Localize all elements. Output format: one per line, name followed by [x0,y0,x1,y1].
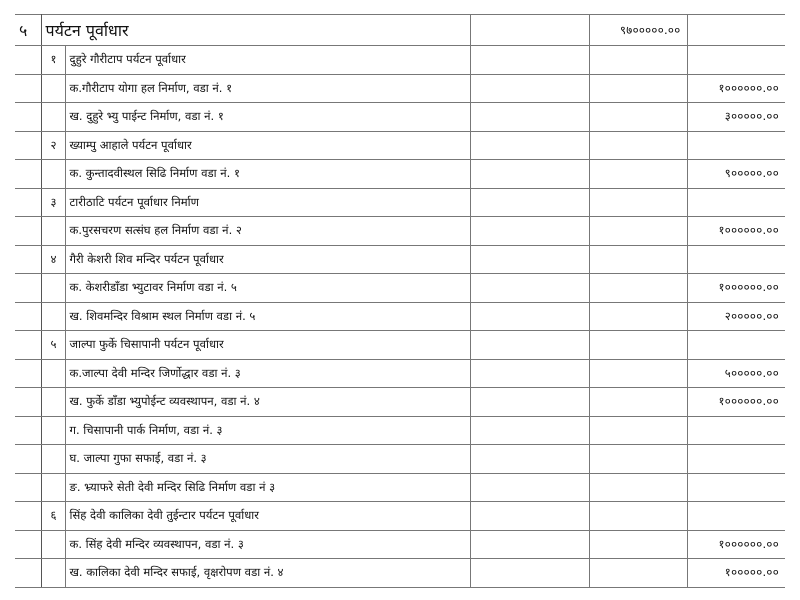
item-row [15,160,785,189]
group-row [15,131,785,160]
group-number: ४ [41,245,65,274]
group-label: टारीठाटि पर्यटन पूर्वाधार निर्माण [65,188,470,217]
blank-cell [589,46,687,75]
blank-cell [470,46,589,75]
serial-cell [15,559,41,588]
group-number: २ [41,131,65,160]
amount-cell: १०००००.०० [687,559,785,588]
blank-cell [470,188,589,217]
serial-cell [15,445,41,474]
section-serial: ५ [15,15,41,46]
amount-cell: २०००००.०० [687,302,785,331]
blank-cell [41,160,65,189]
blank-cell [470,530,589,559]
serial-cell [15,331,41,360]
blank-cell [470,245,589,274]
serial-cell [15,74,41,103]
serial-cell [15,46,41,75]
amount-cell: ५०००००.०० [687,359,785,388]
item-label: क.जाल्पा देवी मन्दिर जिर्णोद्धार वडा नं. ३ [65,359,470,388]
item-row [15,103,785,132]
serial-cell [15,274,41,303]
amount-cell [687,502,785,531]
blank-cell [589,188,687,217]
section-header-row [15,15,785,46]
item-label: ख. कालिका देवी मन्दिर सफाई, वृक्षरोपण वडा नं. ४ [65,559,470,588]
blank-cell [470,274,589,303]
group-label: ख्याम्पु आहाले पर्यटन पूर्वाधार [65,131,470,160]
budget-table-body [15,15,785,588]
blank-cell [589,530,687,559]
item-row [15,274,785,303]
serial-cell [15,160,41,189]
blank-cell [589,559,687,588]
serial-cell [15,103,41,132]
blank-cell [41,274,65,303]
amount-cell: १००००००.०० [687,530,785,559]
group-number: १ [41,46,65,75]
blank-cell [41,473,65,502]
item-label: ग. चिसापानी पार्क निर्माण, वडा नं. ३ [65,416,470,445]
serial-cell [15,473,41,502]
blank-cell [41,359,65,388]
blank-cell [41,416,65,445]
amount-cell: १००००००.०० [687,274,785,303]
blank-cell [470,302,589,331]
amount-cell: १००००००.०० [687,388,785,417]
blank-cell [41,74,65,103]
blank-cell [470,15,589,46]
group-label: जाल्पा फुर्के चिसापानी पर्यटन पूर्वाधार [65,331,470,360]
item-label: क.गौरीटाप योगा हल निर्माण, वडा नं. १ [65,74,470,103]
serial-cell [15,217,41,246]
item-label: क. केशरीडाँडा भ्युटावर निर्माण वडा नं. ५ [65,274,470,303]
blank-cell [470,131,589,160]
blank-cell [41,302,65,331]
item-row [15,388,785,417]
blank-cell [470,416,589,445]
blank-cell [687,15,785,46]
item-row [15,416,785,445]
group-row [15,245,785,274]
blank-cell [589,217,687,246]
item-row [15,74,785,103]
blank-cell [589,445,687,474]
blank-cell [589,74,687,103]
blank-cell [589,416,687,445]
blank-cell [470,217,589,246]
group-row [15,331,785,360]
blank-cell [470,473,589,502]
section-title: पर्यटन पूर्वाधार [41,15,470,46]
blank-cell [589,302,687,331]
amount-cell [687,245,785,274]
item-row [15,530,785,559]
serial-cell [15,530,41,559]
blank-cell [589,388,687,417]
blank-cell [41,103,65,132]
item-label: ख. शिवमन्दिर विश्राम स्थल निर्माण वडा नं. ५ [65,302,470,331]
group-row [15,502,785,531]
item-label: क. कुन्तादवीस्थल सिढि निर्माण वडा नं. १ [65,160,470,189]
blank-cell [470,445,589,474]
amount-cell: १००००००.०० [687,74,785,103]
blank-cell [589,160,687,189]
blank-cell [41,530,65,559]
item-label: ख. दुहुरे भ्यु पाईन्ट निर्माण, वडा नं. १ [65,103,470,132]
blank-cell [470,559,589,588]
blank-cell [589,473,687,502]
serial-cell [15,302,41,331]
blank-cell [470,502,589,531]
amount-cell [687,331,785,360]
serial-cell [15,245,41,274]
blank-cell [589,502,687,531]
amount-cell: १००००००.०० [687,217,785,246]
item-label: ख. फुर्के डाँडा भ्युपोईन्ट व्यवस्थापन, वडा नं. ४ [65,388,470,417]
serial-cell [15,359,41,388]
blank-cell [470,388,589,417]
amount-cell [687,416,785,445]
blank-cell [589,359,687,388]
item-label: क.पुरसचरण सत्संघ हल निर्माण वडा नं. २ [65,217,470,246]
serial-cell [15,131,41,160]
serial-cell [15,502,41,531]
blank-cell [41,217,65,246]
amount-cell [687,445,785,474]
blank-cell [470,160,589,189]
blank-cell [41,388,65,417]
item-row [15,473,785,502]
item-row [15,445,785,474]
amount-cell [687,188,785,217]
blank-cell [589,103,687,132]
item-label: क. सिंह देवी मन्दिर व्यवस्थापन, वडा नं. ३ [65,530,470,559]
group-row [15,188,785,217]
amount-cell: ३०००००.०० [687,103,785,132]
item-row [15,359,785,388]
blank-cell [470,74,589,103]
group-number: ३ [41,188,65,217]
blank-cell [470,331,589,360]
blank-cell [589,331,687,360]
group-label: गैरी केशरी शिव मन्दिर पर्यटन पूर्वाधार [65,245,470,274]
serial-cell [15,188,41,217]
section-total: ९७०००००.०० [589,15,687,46]
item-row [15,302,785,331]
blank-cell [41,559,65,588]
blank-cell [41,445,65,474]
item-label: ङ. भ्र्याफरे सेती देवी मन्दिर सिढि निर्माण वडा नं ३ [65,473,470,502]
group-label: दुहुरे गौरीटाप पर्यटन पूर्वाधार [65,46,470,75]
group-number: ६ [41,502,65,531]
item-label: घ. जाल्पा गुफा सफाई, वडा नं. ३ [65,445,470,474]
amount-cell [687,46,785,75]
item-row [15,559,785,588]
blank-cell [589,131,687,160]
amount-cell [687,131,785,160]
group-row [15,46,785,75]
amount-cell: ९०००००.०० [687,160,785,189]
blank-cell [589,274,687,303]
blank-cell [470,359,589,388]
serial-cell [15,388,41,417]
amount-cell [687,473,785,502]
blank-cell [589,245,687,274]
item-row [15,217,785,246]
serial-cell [15,416,41,445]
budget-table [15,14,785,588]
group-number: ५ [41,331,65,360]
blank-cell [470,103,589,132]
group-label: सिंह देवी कालिका देवी तुईन्टार पर्यटन पूर्वाधार [65,502,470,531]
